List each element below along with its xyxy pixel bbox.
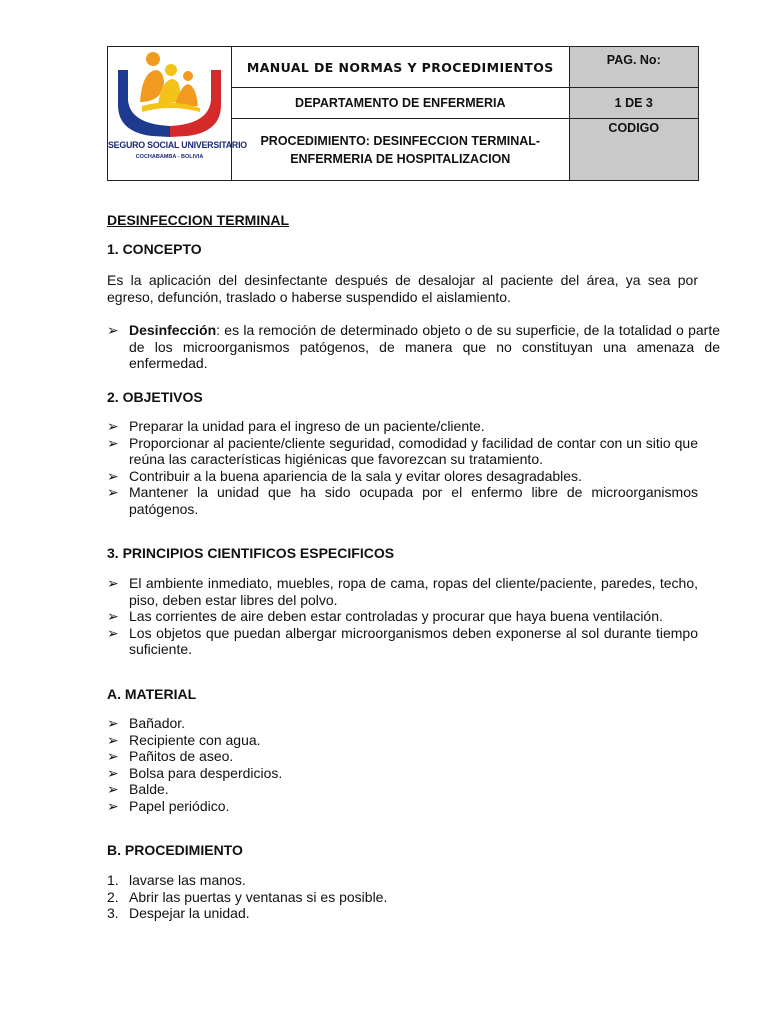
list-item: ➢ Pañitos de aseo. bbox=[107, 748, 234, 764]
bullet-arrow-icon: ➢ bbox=[107, 797, 119, 814]
list-item: ➢ Papel periódico. bbox=[107, 797, 230, 814]
page-value: 1 DE 3 bbox=[569, 88, 698, 119]
logo-text: SEGURO SOCIAL UNIVERSITARIO bbox=[108, 139, 247, 150]
list-item: 3. Despejar la unidad. bbox=[107, 905, 250, 921]
bullet-arrow-icon: ➢ bbox=[107, 434, 119, 451]
definition-text: : es la remoción de determinado objeto o de su superficie, de la totalidad o parte de los microorganismos patógenos, de manera que no constituyan una amenaza de enfermedad. bbox=[129, 322, 720, 371]
principios-list bbox=[107, 575, 698, 658]
bullet-arrow-icon: ➢ bbox=[107, 715, 119, 731]
code-label: CODIGO bbox=[569, 119, 698, 181]
procedure-title bbox=[232, 119, 570, 181]
material-list bbox=[107, 715, 698, 814]
principios-heading: 3. PRINCIPIOS CIENTIFICOS ESPECIFICOS bbox=[107, 545, 395, 561]
logo-subtext: COCHABAMBA - BOLIVIA bbox=[135, 153, 204, 160]
bullet-arrow-icon: ➢ bbox=[107, 748, 119, 764]
bullet-arrow-icon: ➢ bbox=[107, 322, 119, 338]
list-item: ➢ Las corrientes de aire deben estar controladas y procurar que haya buena ventilación. bbox=[107, 608, 663, 624]
header-table bbox=[107, 46, 699, 181]
procedimiento-heading: B. PROCEDIMIENTO bbox=[107, 842, 243, 858]
bullet-arrow-icon: ➢ bbox=[107, 467, 119, 484]
definition-term: Desinfección bbox=[129, 322, 217, 338]
list-item: ➢ Mantener la unidad que ha sido ocupada por el enfermo libre de microorganismos patógenos. bbox=[107, 484, 698, 517]
list-item: ➢ Bañador. bbox=[107, 715, 186, 731]
manual-title: MANUAL DE NORMAS Y PROCEDIMIENTOS bbox=[232, 47, 570, 88]
list-item: ➢ Preparar la unidad para el ingreso de un paciente/cliente. bbox=[107, 418, 485, 434]
list-item: ➢ Bolsa para desperdicios. bbox=[107, 764, 283, 781]
doc-title: DESINFECCION TERMINAL bbox=[107, 212, 289, 228]
bullet-arrow-icon: ➢ bbox=[107, 781, 119, 797]
bullet-arrow-icon: ➢ bbox=[107, 608, 119, 624]
bullet-arrow-icon: ➢ bbox=[107, 764, 119, 781]
bullet-arrow-icon: ➢ bbox=[107, 575, 119, 591]
list-item: ➢ Los objetos que puedan albergar microorganismos deben exponerse al sol durante tiempo suficiente. bbox=[107, 624, 698, 657]
bullet-arrow-icon: ➢ bbox=[107, 624, 119, 641]
bullet-arrow-icon: ➢ bbox=[107, 731, 119, 748]
list-item: ➢ Balde. bbox=[107, 781, 169, 797]
list-item: ➢ Recipiente con agua. bbox=[107, 731, 261, 748]
procedimiento-list bbox=[107, 872, 698, 922]
objetivos-heading: 2. OBJETIVOS bbox=[107, 389, 203, 405]
list-item: ➢ El ambiente inmediato, muebles, ropa de cama, ropas del cliente/paciente, paredes, techo, piso, deben estar libres del polvo. bbox=[107, 575, 698, 608]
bullet-arrow-icon: ➢ bbox=[107, 484, 119, 500]
list-item: ➢ Proporcionar al paciente/cliente seguridad, comodidad y facilidad de contar con un sitio que reúna las características higiénicas que favorezcan su tratamiento. bbox=[107, 434, 698, 467]
list-item: 1. lavarse las manos. bbox=[107, 872, 246, 888]
page-label: PAG. No: bbox=[569, 47, 698, 88]
department: DEPARTAMENTO DE ENFERMERIA bbox=[232, 88, 570, 119]
bullet-arrow-icon: ➢ bbox=[107, 418, 119, 434]
definition-item bbox=[107, 322, 720, 372]
list-item: ➢ Contribuir a la buena apariencia de la sala y evitar olores desagradables. bbox=[107, 467, 582, 484]
procedure-line-2: ENFERMERIA DE HOSPITALIZACION bbox=[290, 151, 511, 166]
concepto-heading: 1. CONCEPTO bbox=[107, 241, 202, 257]
list-item: 2. Abrir las puertas y ventanas si es posible. bbox=[107, 888, 388, 905]
family-logo-icon bbox=[114, 50, 225, 140]
logo bbox=[108, 48, 247, 180]
objetivos-list bbox=[107, 418, 698, 517]
procedure-line-1: PROCEDIMIENTO: DESINFECCION TERMINAL- bbox=[260, 133, 541, 148]
material-heading: A. MATERIAL bbox=[107, 686, 197, 702]
concepto-paragraph: Es la aplicación del desinfectante después de desalojar al paciente del área, ya sea por egreso, defunción, traslado o haberse suspendido el aislamiento. bbox=[107, 272, 698, 305]
logo-cell bbox=[108, 47, 247, 181]
